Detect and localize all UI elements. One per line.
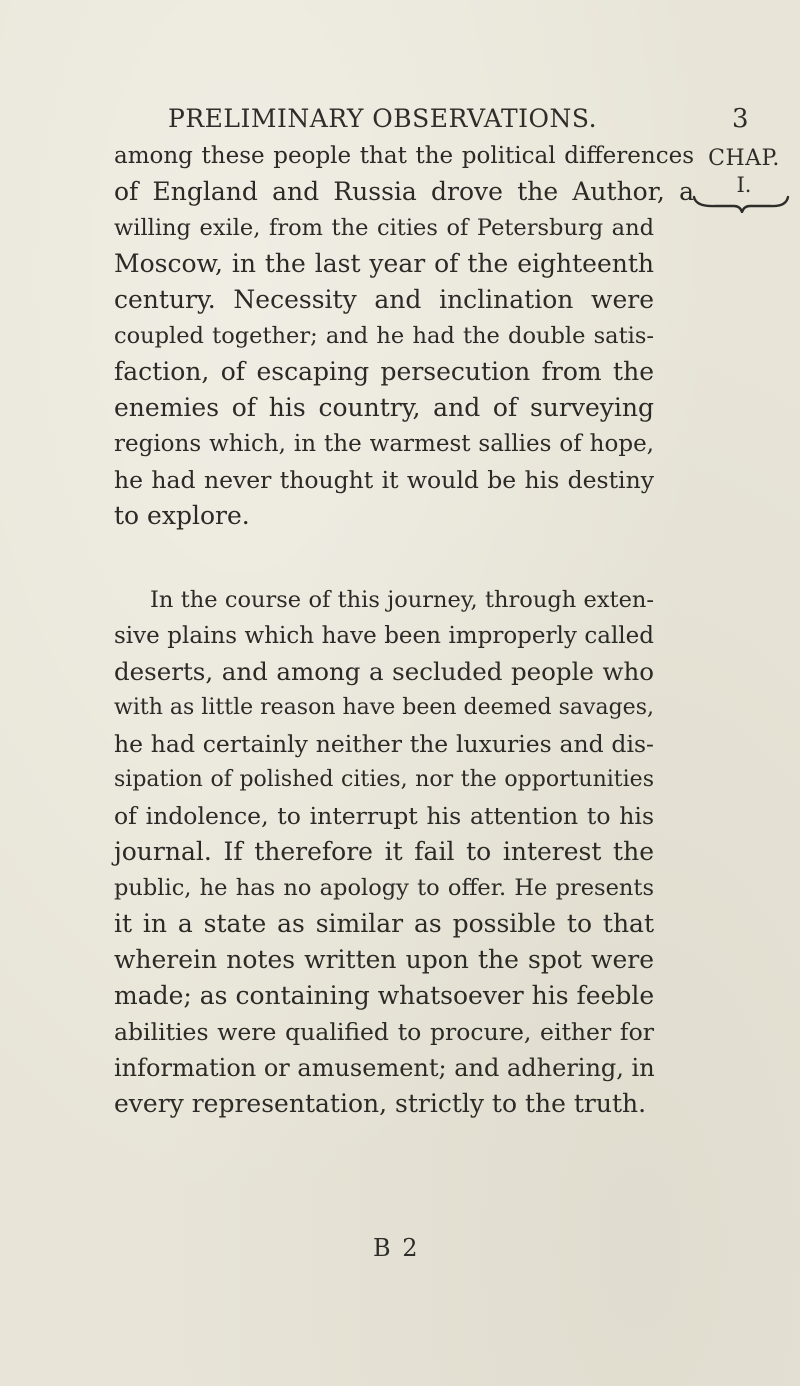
text-line: journal. If therefore it fail to interest the bbox=[114, 837, 654, 866]
text-line: of indolence, to interrupt his attention to his bbox=[114, 802, 654, 830]
text-line: with as little reason have been deemed savages, bbox=[114, 695, 654, 720]
text-line: In the course of this journey, through exten- bbox=[150, 587, 654, 613]
text-line: he had never thought it would be his destiny bbox=[114, 466, 654, 494]
text-line: Moscow, in the last year of the eighteenth bbox=[114, 249, 654, 278]
text-line: public, he has no apology to offer. He presents bbox=[114, 875, 654, 901]
text-line: sipation of polished cities, nor the opportunities bbox=[114, 767, 654, 792]
text-line: coupled together; and he had the double satis- bbox=[114, 323, 654, 349]
text-line: enemies of his country, and of surveying bbox=[114, 393, 654, 422]
text-line: sive plains which have been improperly called bbox=[114, 623, 654, 649]
paragraph-2 bbox=[114, 582, 654, 1122]
text-line: abilities were qualified to procure, either for bbox=[114, 1018, 654, 1046]
chapter-margin-note bbox=[698, 146, 790, 198]
text-line: faction, of escaping persecution from the bbox=[114, 357, 654, 386]
text-line: of England and Russia drove the Author, a bbox=[114, 177, 694, 206]
text-line: information or amusement; and adhering, in bbox=[114, 1054, 655, 1082]
text-line: among these people that the political differences bbox=[114, 143, 694, 169]
signature-mark: B 2 bbox=[373, 1234, 420, 1262]
text-line: deserts, and among a secluded people who bbox=[114, 657, 654, 686]
text-line: it in a state as similar as possible to that bbox=[114, 909, 654, 938]
chapter-number: I. bbox=[736, 173, 752, 197]
text-line: century. Necessity and inclination were bbox=[114, 285, 654, 314]
text-line: made; as containing whatsoever his feeble bbox=[114, 981, 655, 1010]
running-title: PRELIMINARY OBSERVATIONS. bbox=[168, 104, 598, 133]
text-line: regions which, in the warmest sallies of hope, bbox=[114, 431, 654, 457]
margin-brace-icon bbox=[690, 193, 790, 213]
text-line: wherein notes written upon the spot were bbox=[114, 945, 654, 974]
text-line: he had certainly neither the luxuries and dis- bbox=[114, 730, 654, 758]
chapter-label: CHAP. bbox=[708, 146, 780, 171]
paragraph-1 bbox=[114, 138, 694, 534]
text-line: willing exile, from the cities of Petersburg and bbox=[114, 215, 654, 241]
text-line: to explore. bbox=[114, 501, 250, 530]
page-number: 3 bbox=[732, 104, 749, 134]
text-line: every representation, strictly to the truth. bbox=[114, 1089, 647, 1118]
